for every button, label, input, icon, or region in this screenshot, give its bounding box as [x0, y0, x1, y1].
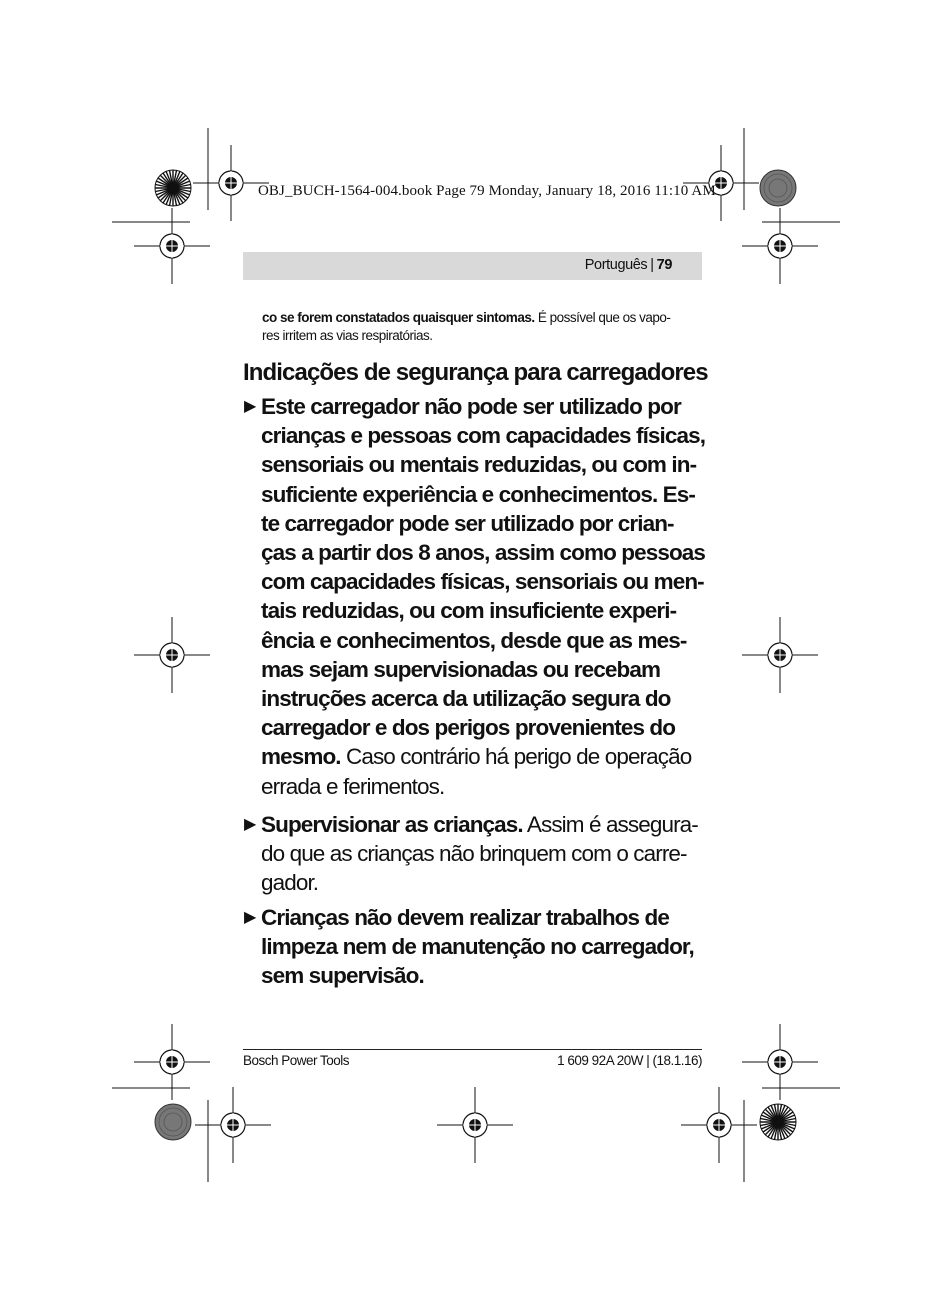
item-bold-text: sem supervisão.: [261, 963, 424, 989]
header-separator: |: [650, 257, 654, 273]
item-bold-text: Supervisionar as crianças.: [261, 812, 523, 837]
item-line: [261, 392, 708, 421]
item-bold-text: Este carregador não pode ser utilizado por: [261, 394, 681, 419]
intro-line: res irritem as vias respiratórias.: [262, 328, 433, 343]
bullet-arrow-icon: ▶: [244, 398, 256, 415]
intro-text: É possível que os vapo-: [534, 310, 671, 325]
item-bold-text: instruções acerca da utilização segura do: [261, 686, 671, 712]
item-line: gador.: [261, 870, 319, 896]
item-line: [261, 713, 708, 742]
item-line: [261, 421, 708, 450]
item-bold-text: sensoriais ou mentais reduzidas, ou com in-: [261, 452, 697, 478]
item-line: [261, 903, 708, 932]
item-line: [261, 567, 708, 596]
item-bold-text: te carregador pode ser utilizado por crian-: [261, 510, 674, 536]
item-line: [261, 509, 708, 538]
bullet-arrow-icon: ▶: [244, 909, 256, 926]
item-regular-text: Assim é assegura-: [522, 812, 698, 837]
item-line: [261, 742, 708, 771]
item-bold-text: limpeza nem de manutenção no carregador,: [261, 934, 694, 960]
item-line: [261, 810, 708, 839]
item-line: errada e ferimentos.: [261, 773, 445, 799]
item-line: [261, 480, 708, 509]
item-bold-text: tais reduzidas, ou com insuficiente experi-: [261, 598, 677, 624]
item-line: [261, 538, 708, 567]
item-line: [261, 596, 708, 625]
item-regular-text: Caso contrário há perigo de operação: [340, 744, 692, 770]
intro-bold: co se forem constatados quaisquer sintomas.: [262, 310, 535, 325]
item-bold-text: carregador e dos perigos provenientes do: [261, 715, 676, 741]
bullet-arrow-icon: ▶: [244, 816, 256, 833]
item-bold-text: ças a partir dos 8 anos, assim como pessoas: [261, 540, 706, 566]
item-line: [261, 655, 708, 684]
item-line: [261, 684, 708, 713]
item-bold-text: Crianças não devem realizar trabalhos de: [261, 905, 669, 930]
section-title: Indicações de segurança para carregadores: [243, 359, 708, 386]
item-bold-text: suficiente experiência e conhecimentos. Es-: [261, 481, 695, 507]
item-line: do que as crianças não brinquem com o carre-: [261, 841, 687, 867]
intro-paragraph: [262, 309, 702, 345]
footer-brand: Bosch Power Tools: [243, 1053, 350, 1068]
safety-item-3: [244, 903, 708, 991]
item-line: [261, 450, 708, 479]
item-bold-text: com capacidades físicas, sensoriais ou men-: [261, 569, 704, 595]
item-line: [261, 626, 708, 655]
intro-line: [262, 309, 702, 327]
safety-item-1: [244, 392, 708, 801]
footer-document-code: 1 609 92A 20W | (18.1.16): [557, 1053, 702, 1068]
item-bold-text: mesmo.: [261, 744, 341, 770]
print-slug: OBJ_BUCH-1564-004.book Page 79 Monday, January 18, 2016 11:10 AM: [258, 183, 716, 199]
header-language: Português: [584, 257, 648, 273]
header-text: [585, 257, 672, 273]
item-bold-text: crianças e pessoas com capacidades físicas,: [261, 423, 706, 449]
item-line: [261, 961, 708, 990]
safety-item-2: [244, 810, 708, 898]
item-bold-text: ência e conhecimentos, desde que as mes-: [261, 627, 687, 653]
running-header: [243, 252, 702, 280]
item-line: [261, 932, 708, 961]
page-number: 79: [656, 257, 672, 273]
item-bold-text: mas sejam supervisionadas ou recebam: [261, 656, 661, 682]
footer-rule: [243, 1049, 702, 1050]
